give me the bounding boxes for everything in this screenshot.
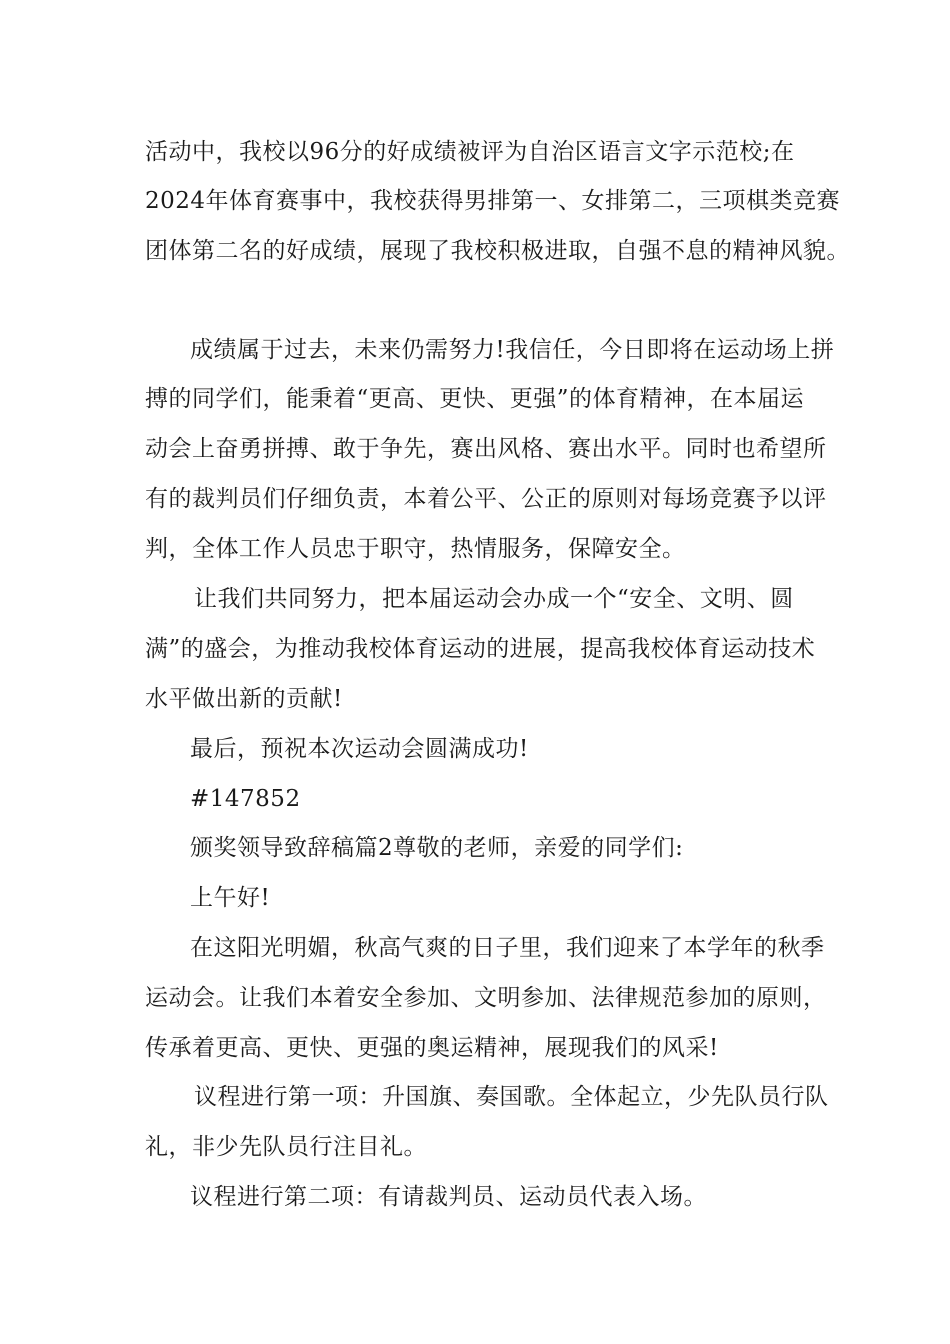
paragraph-line: 水平做出新的贡献! — [145, 686, 343, 712]
paragraph-line: 判，全体工作人员忠于职守，热情服务，保障安全。 — [145, 536, 686, 562]
paragraph-line: 最后，预祝本次运动会圆满成功! — [190, 736, 529, 762]
paragraph-line: 运动会。让我们本着安全参加、文明参加、法律规范参加的原则， — [145, 985, 827, 1011]
paragraph-line: 传承着更高、更快、更强的奥运精神，展现我们的风采! — [145, 1035, 719, 1061]
document-code: #147852 — [190, 786, 301, 812]
paragraph-line: 议程进行第二项：有请裁判员、运动员代表入场。 — [190, 1184, 707, 1210]
paragraph-line: 搏的同学们，能秉着“更高、更快、更强”的体育精神，在本届运 — [145, 386, 805, 412]
paragraph-line: 动会上奋勇拼搏、敢于争先，赛出风格、赛出水平。同时也希望所 — [145, 436, 827, 462]
paragraph-line: 满”的盛会，为推动我校体育运动的进展，提高我校体育运动技术 — [145, 636, 816, 662]
paragraph-line: 活动中，我校以96分的好成绩被评为自治区语言文字示范校;在 — [145, 139, 795, 165]
paragraph-line: 成绩属于过去，未来仍需努力!我信任，今日即将在运动场上拼 — [190, 337, 835, 363]
section-heading: 颁奖领导致辞稿篇2尊敬的老师，亲爱的同学们: — [190, 835, 684, 861]
paragraph-line: 让我们共同努力，把本届运动会办成一个“安全、文明、圆 — [194, 586, 794, 612]
paragraph-line: 在这阳光明媚，秋高气爽的日子里，我们迎来了本学年的秋季 — [190, 935, 825, 961]
paragraph-line: 2024年体育赛事中，我校获得男排第一、女排第二，三项棋类竞赛 — [145, 188, 841, 214]
paragraph-line: 有的裁判员们仔细负责，本着公平、公正的原则对每场竞赛予以评 — [145, 486, 827, 512]
paragraph-line: 议程进行第一项：升国旗、奏国歌。全体起立，少先队员行队 — [194, 1084, 829, 1110]
paragraph-line: 团体第二名的好成绩，展现了我校积极进取，自强不息的精神风貌。 — [145, 238, 850, 264]
greeting: 上午好! — [190, 885, 271, 911]
paragraph-line: 礼，非少先队员行注目礼。 — [145, 1134, 427, 1160]
